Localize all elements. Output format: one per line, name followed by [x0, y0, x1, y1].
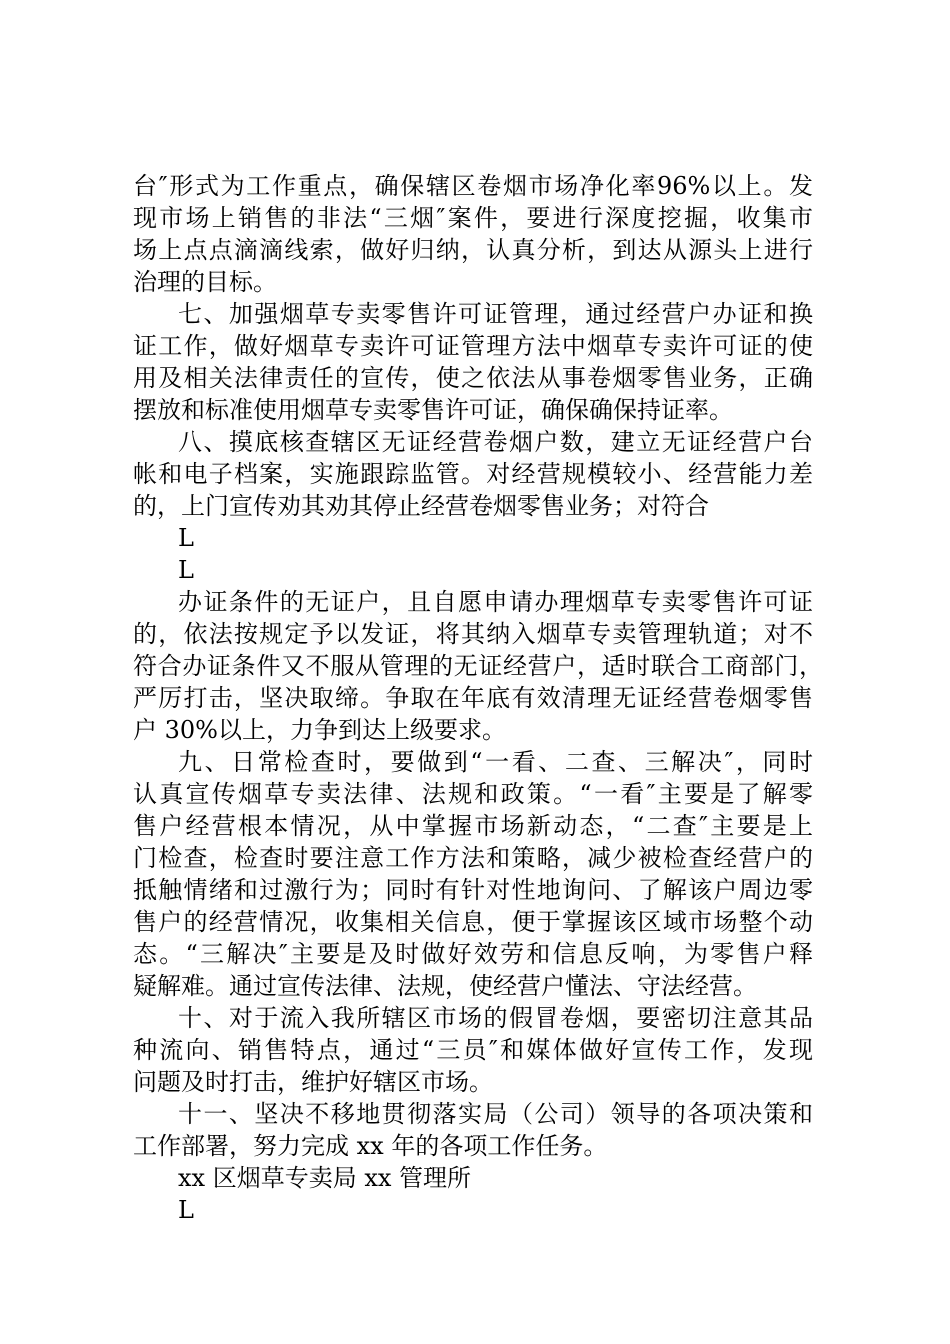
paragraph-start-line: 八、摸底核查辖区无证经营卷烟户数，建立无证经营户台 [178, 428, 813, 456]
text-line: 抵触情绪和过激行为；同时有针对性地询问、了解该户周边零 [133, 876, 813, 904]
marker-line: L [178, 556, 194, 584]
text-line: 台″形式为工作重点，确保辖区卷烟市场净化率96%以上。发 [133, 172, 813, 200]
text-line: 现市场上销售的非法“三烟″案件，要进行深度挖掘，收集市 [133, 204, 813, 232]
text-line: 问题及时打击，维护好辖区市场。 [133, 1068, 493, 1096]
paragraph-start-line: 七、加强烟草专卖零售许可证管理，通过经营户办证和换 [178, 300, 813, 328]
paragraph-start-line: 办证条件的无证户，且自愿申请办理烟草专卖零售许可证 [178, 588, 813, 616]
signature-line: xx 区烟草专卖局 xx 管理所 [178, 1164, 472, 1192]
text-line: 态。“三解决″主要是及时做好效劳和信息反响，为零售户释 [133, 940, 813, 968]
paragraph-start-line: 十、对于流入我所辖区市场的假冒卷烟，要密切注意其品 [178, 1004, 813, 1032]
text-line: 治理的目标。 [133, 268, 277, 296]
text-line: 证工作，做好烟草专卖许可证管理方法中烟草专卖许可证的使 [133, 332, 813, 360]
text-line: 严厉打击，坚决取缔。争取在年底有效清理无证经营卷烟零售 [133, 684, 813, 712]
marker-line: L [178, 524, 194, 552]
text-line: 认真宣传烟草专卖法律、法规和政策。“一看″主要是了解零 [133, 780, 813, 808]
paragraph-start-line: 九、日常检查时，要做到“一看、二查、三解决″，同时 [178, 748, 813, 776]
marker-line: L [178, 1196, 194, 1224]
text-line: 的，上门宣传劝其劝其停止经营卷烟零售业务；对符合 [133, 492, 709, 520]
paragraph-start-line: 十一、坚决不移地贯彻落实局（公司）领导的各项决策和 [178, 1100, 813, 1128]
text-line: 用及相关法律责任的宣传，使之依法从事卷烟零售业务，正确 [133, 364, 813, 392]
text-line: 帐和电子档案，实施跟踪监管。对经营规模较小、经营能力差 [133, 460, 813, 488]
text-line: 工作部署，努力完成 xx 年的各项工作任务。 [133, 1132, 608, 1160]
text-line: 售户的经营情况，收集相关信息，便于掌握该区域市场整个动 [133, 908, 813, 936]
text-line: 户 30%以上，力争到达上级要求。 [133, 716, 506, 744]
text-line: 售户经营根本情况，从中掌握市场新动态，“二查″主要是上 [133, 812, 813, 840]
text-line: 疑解难。通过宣传法律、法规，使经营户懂法、守法经营。 [133, 972, 757, 1000]
text-line: 的，依法按规定予以发证，将其纳入烟草专卖管理轨道；对不 [133, 620, 813, 648]
text-line: 符合办证条件又不服从管理的无证经营户，适时联合工商部门， [133, 652, 823, 680]
text-line: 种流向、销售特点，通过“三员″和媒体做好宣传工作，发现 [133, 1036, 813, 1064]
text-line: 摆放和标准使用烟草专卖零售许可证，确保确保持证率。 [133, 396, 733, 424]
text-line: 场上点点滴滴线索，做好归纳，认真分析，到达从源头上进行 [133, 236, 813, 264]
text-line: 门检查，检查时要注意工作方法和策略，减少被检查经营户的 [133, 844, 813, 872]
